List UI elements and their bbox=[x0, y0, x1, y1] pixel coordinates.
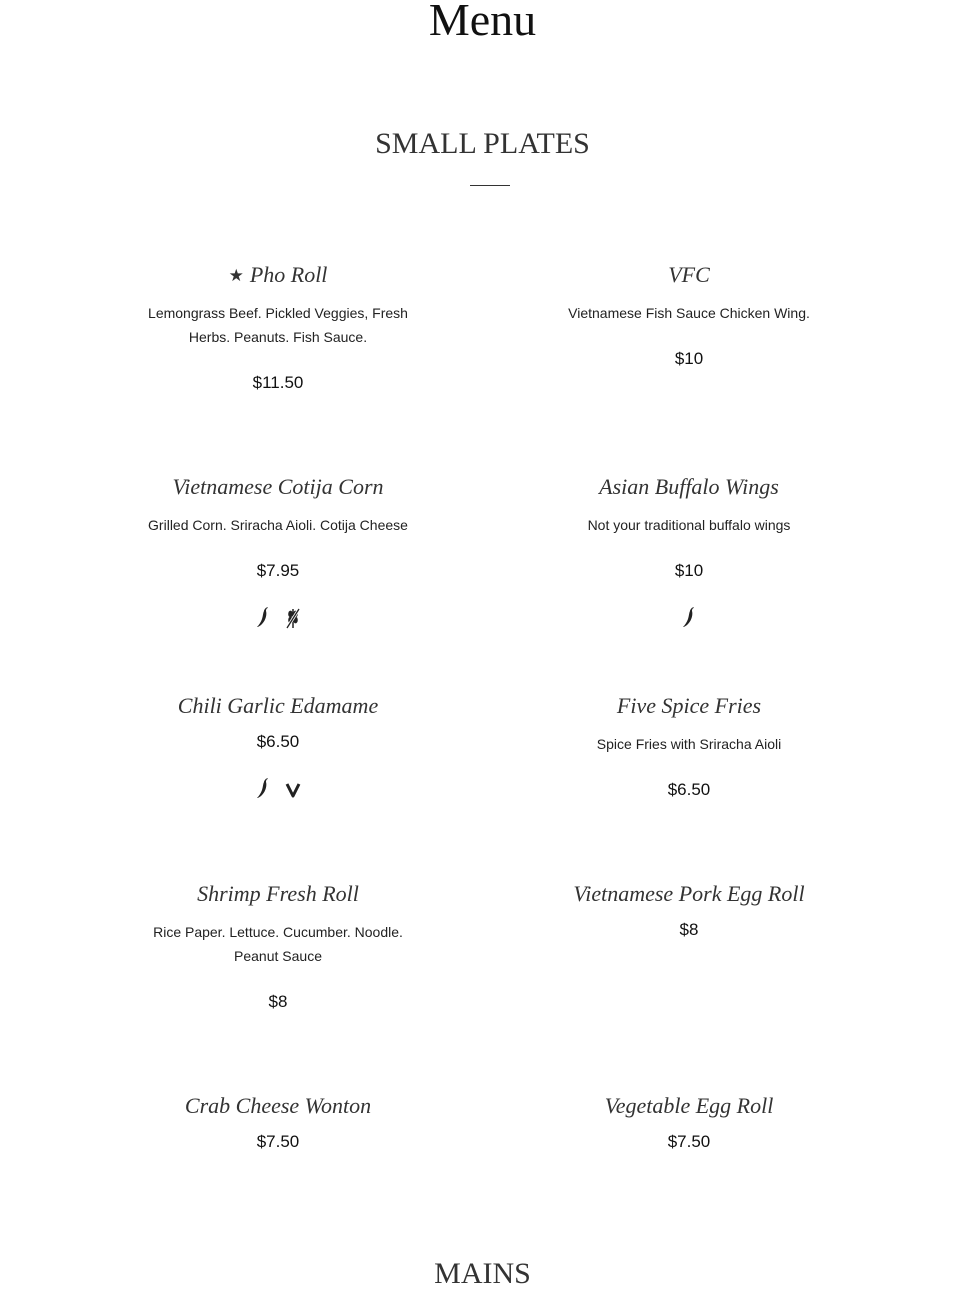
page-title: Menu bbox=[428, 0, 537, 45]
item-price: $8 bbox=[679, 920, 699, 939]
item-price: $6.50 bbox=[667, 780, 711, 799]
item-price: $10 bbox=[674, 349, 704, 368]
menu-item-asian-buffalo-wings bbox=[539, 473, 839, 631]
vegetarian-icon bbox=[285, 777, 301, 801]
section-title-small-plates: SMALL PLATES bbox=[375, 127, 590, 160]
star-icon: ★ bbox=[228, 266, 244, 285]
item-name: Vietnamese Pork Egg Roll bbox=[573, 881, 805, 906]
item-price: $6.50 bbox=[256, 732, 300, 751]
item-name: Vegetable Egg Roll bbox=[604, 1093, 774, 1118]
chili-pepper-icon bbox=[255, 606, 271, 630]
item-name: Crab Cheese Wonton bbox=[184, 1093, 372, 1118]
item-price: $7.50 bbox=[667, 1132, 711, 1151]
item-name: Shrimp Fresh Roll bbox=[197, 881, 359, 906]
item-name: Chili Garlic Edamame bbox=[177, 693, 379, 718]
item-price: $7.95 bbox=[256, 561, 300, 580]
item-name: ★ Pho Roll bbox=[228, 262, 328, 287]
gluten-free-icon bbox=[285, 606, 301, 630]
menu-item-pho-roll bbox=[128, 261, 428, 395]
dietary-icons bbox=[539, 605, 839, 631]
item-description: Grilled Corn. Sriracha Aioli. Cotija Cheese bbox=[148, 517, 408, 533]
item-name: VFC bbox=[668, 262, 710, 287]
menu-item-crab-cheese-wonton bbox=[128, 1092, 428, 1154]
dietary-icons bbox=[128, 776, 428, 802]
chili-pepper-icon bbox=[681, 606, 697, 630]
dietary-icons bbox=[128, 605, 428, 631]
menu-item-vietnamese-cotija-corn bbox=[128, 473, 428, 631]
menu-item-vegetable-egg-roll bbox=[539, 1092, 839, 1154]
section-divider bbox=[470, 185, 510, 186]
item-price: $10 bbox=[674, 561, 704, 580]
item-price: $8 bbox=[268, 992, 288, 1011]
menu-item-vietnamese-pork-egg-roll bbox=[539, 880, 839, 942]
menu-item-five-spice-fries bbox=[539, 692, 839, 802]
item-description: Spice Fries with Sriracha Aioli bbox=[596, 736, 782, 752]
menu-item-vfc bbox=[539, 261, 839, 371]
item-description: Rice Paper. Lettuce. Cucumber. Noodle. Peanut Sauce bbox=[153, 924, 403, 964]
item-description: Lemongrass Beef. Pickled Veggies, Fresh Herbs. Peanuts. Fish Sauce. bbox=[148, 305, 408, 345]
item-price: $11.50 bbox=[252, 373, 304, 392]
item-name: Vietnamese Cotija Corn bbox=[172, 474, 384, 499]
item-description: Not your traditional buffalo wings bbox=[587, 517, 791, 533]
item-price: $7.50 bbox=[256, 1132, 300, 1151]
menu-item-chili-garlic-edamame bbox=[128, 692, 428, 802]
chili-pepper-icon bbox=[255, 777, 271, 801]
item-name: Asian Buffalo Wings bbox=[599, 474, 779, 499]
section-title-mains: MAINS bbox=[434, 1257, 531, 1290]
item-name: Five Spice Fries bbox=[616, 693, 762, 718]
item-description: Vietnamese Fish Sauce Chicken Wing. bbox=[568, 305, 810, 321]
menu-item-shrimp-fresh-roll bbox=[128, 880, 428, 1014]
